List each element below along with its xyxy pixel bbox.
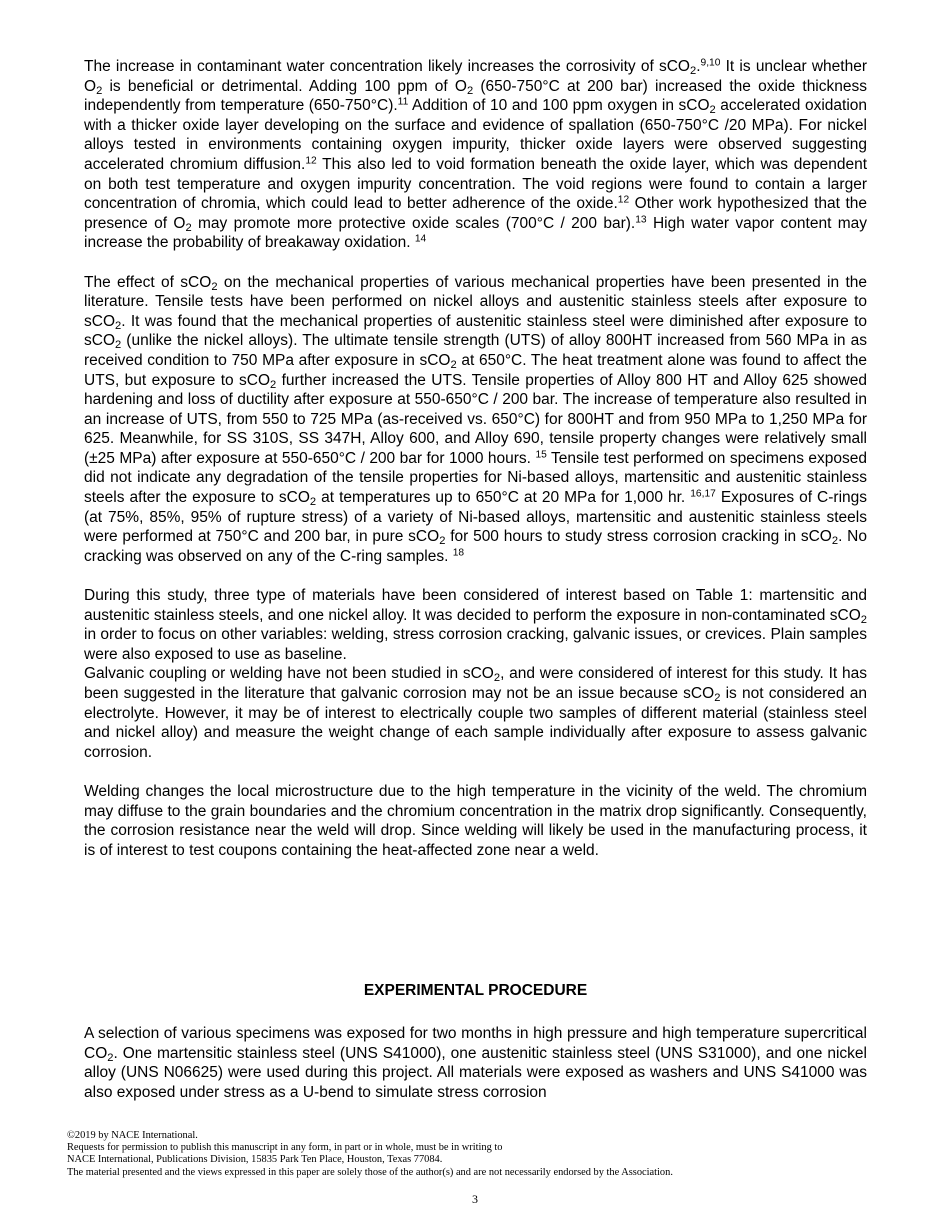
paragraph-specimens: A selection of various specimens was exposed for two months in high pressure and high temperature supercritical $CO_2$. One martensitic stainless steel (UNS S41000), one austenitic stainless steel (UNS S31000), and one nickel alloy (UNS N06625) were used during this project. All materials were exposed as washers and UNS S41000 was also exposed under stress as a U-bend to simulate stress corrosion (84, 1025, 867, 1101)
citation: 16,17 (690, 488, 716, 500)
citation: 12 (617, 194, 630, 206)
body-text-continued (84, 1024, 867, 1102)
citation: 14 (414, 233, 427, 245)
paragraph-mechanical-properties: The effect of sCO$_2$ on the mechanical properties of various mechanical properties have been presented in the literature. Tensile tests have been performed on nickel alloys and austenitic stainless steels after exposure to sCO$_2$. It was found that the mechanical properties of austenitic stainless steel were diminished after exposure to sCO$_2$ (unlike the nickel alloys). The ultimate tensile strength (UTS) of alloy 800HT increased from 560 MPa in as received condition to 750 MPa after exposure in sCO$_2$ at 650°C. The heat treatment alone was found to affect the UTS, but exposure to sCO$_2$ further increased the UTS. Tensile properties of Alloy 800 HT and Alloy 625 showed hardening and loss of ductility after exposure at 550-650°C / 200 bar. The increase of temperature also resulted in an increase of UTS, from 550 to 725 MPa (as-received vs. 650°C) for 800HT and from 950 MPa to 1,250 MPa for 625. Meanwhile, for SS 310S, SS 347H, Alloy 600, and Alloy 690, tensile property changes were relatively small (±25 MPa) after exposure at 550-650°C / 200 bar for 1000 hours. $^{15}$ Tensile test performed on specimens exposed did not indicate any degradation of the tensile properties for Ni-based alloys, martensitic and austenitic stainless steels after the exposure to sCO$_2$ at temperatures up to 650°C at 20 MPa for 1,000 hr. $^{16,17}$ Exposures of C-rings (at 75%, 85%, 95% of rupture stress) of a variety of Ni-based alloys, martensitic and austenitic stainless steels were performed at 750°C and 200 bar, in pure sCO$_2$ for 500 hours to study stress corrosion cracking in sCO$_2$. No cracking was observed on any of the C-ring samples. $^{18}$ (84, 273, 867, 565)
citation: 15 (535, 449, 547, 461)
footer-address: NACE International, Publications Division, 15835 Park Ten Place, Houston, Texas 77084. (67, 1154, 443, 1166)
page-footer (67, 1130, 887, 1179)
paragraph-study-materials: During this study, three type of materials have been considered of interest based on Table 1: martensitic and austenitic stainless steels, and one nickel alloy. It was decided to perform the exposure in non-contaminated sCO$_2$ in order to focus on other variables: welding, stress corrosion cracking, galvanic issues, or crevices. Plain samples were also exposed to use as baseline. (84, 587, 867, 663)
section-experimental (84, 981, 867, 1001)
footer-disclaimer: The material presented and the views expressed in this paper are solely those of the author(s) and are not necessarily endorsed by the Association. (67, 1166, 673, 1178)
citation: 13 (635, 214, 647, 226)
page-number: 3 (472, 1192, 478, 1206)
paragraph-welding: Welding changes the local microstructure due to the high temperature in the vicinity of the weld. The chromium may diffuse to the grain boundaries and the chromium concentration in the matrix drop significantly. Consequently, the corrosion resistance near the weld will drop. Since welding will likely be used in the manufacturing process, it is of interest to test coupons containing the heat-affected zone near a weld. (84, 782, 867, 859)
paragraph-galvanic-coupling: Galvanic coupling or welding have not been studied in sCO$_2$, and were considered of interest for this study. It has been suggested in the literature that galvanic corrosion may not be an issue because sCO$_2$ is not considered an electrolyte. However, it may be of interest to electrically couple two samples of different material (stainless steel and nickel alloy) and measure the weight change of each sample individually after exposure to assess galvanic corrosion. (84, 665, 867, 761)
paragraph-water-oxygen: The increase in contaminant water concentration likely increases the corrosivity of sCO$_2$.$^{9,10}$ It is unclear whether $O_2$ is beneficial or detrimental. Adding 100 ppm of $O_2$ (650-750°C at 200 bar) increased the oxide thickness independently from temperature (650-750°C).$^{11}$ Addition of 10 and 100 ppm oxygen in sCO$_2$ accelerated oxidation with a thicker oxide layer developing on the surface and evidence of spallation (650-750°C /20 MPa). For nickel alloys tested in environments containing oxygen impurity, thicker oxide layers were observed suggesting accelerated chromium diffusion.$^{12}$ This also led to void formation beneath the oxide layer, which was dependent on both test temperature and oxygen impurity concentration. The void regions were found to contain a larger concentration of chromia, which could lead to better adherence of the oxide.$^{12}$ Other work hypothesized that the presence of $O_2$ may promote more protective oxide scales (700°C / 200 bar).$^{13}$ High water vapor content may increase the probability of breakaway oxidation. $^{14}$ (84, 57, 868, 252)
footer-permission: Requests for permission to publish this manuscript in any form, in part or in whole, must be in writing to (67, 1142, 503, 1154)
section-heading: EXPERIMENTAL PROCEDURE (363, 982, 588, 999)
citation: 9,10 (700, 57, 721, 69)
footer-copyright: ©2019 by NACE International. (67, 1130, 198, 1141)
citation: 18 (452, 547, 465, 559)
body-text (84, 57, 867, 860)
citation: 11 (397, 96, 409, 108)
citation: 12 (305, 155, 317, 167)
